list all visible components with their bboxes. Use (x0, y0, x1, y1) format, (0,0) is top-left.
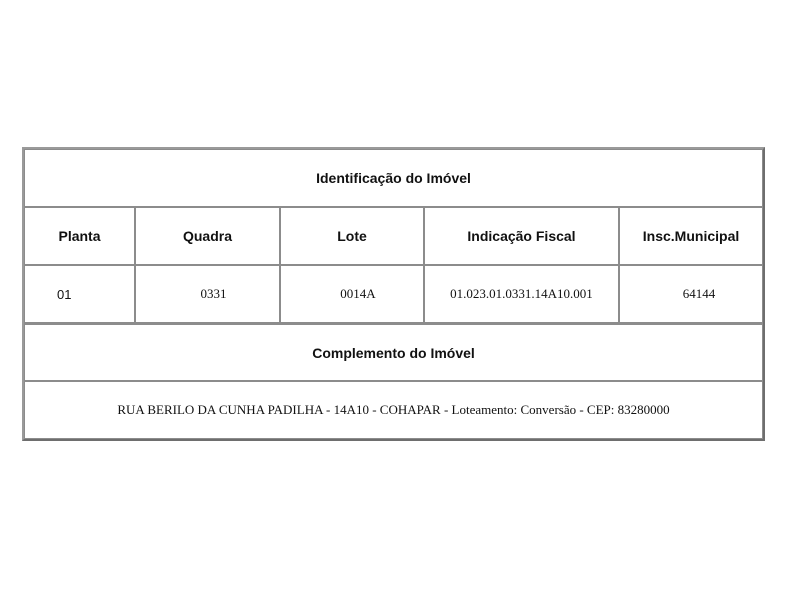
indicacao-fiscal-value: 01.023.01.0331.14A10.001 (424, 265, 619, 323)
complemento-address-row (24, 381, 763, 439)
insc-municipal-value: 64144 (619, 265, 763, 323)
quadra-value: 0331 (135, 265, 280, 323)
indicacao-fiscal-header: Indicação Fiscal (424, 207, 619, 265)
quadra-header: Quadra (135, 207, 280, 265)
complemento-title-row (24, 323, 763, 381)
complemento-address: RUA BERILO DA CUNHA PADILHA - 14A10 - COHAPAR - Loteamento: Conversão - CEP: 83280000 (24, 381, 763, 439)
lote-value: 0014A (280, 265, 424, 323)
column-header-row (24, 207, 763, 265)
lote-header: Lote (280, 207, 424, 265)
planta-value: 01 (24, 265, 135, 323)
values-row (24, 265, 763, 323)
property-table (22, 147, 765, 441)
planta-header: Planta (24, 207, 135, 265)
property-info-sheet (22, 147, 761, 441)
identificacao-title: Identificação do Imóvel (24, 149, 763, 207)
complemento-title: Complemento do Imóvel (24, 323, 763, 381)
identificacao-title-row (24, 149, 763, 207)
insc-municipal-header: Insc.Municipal (619, 207, 763, 265)
